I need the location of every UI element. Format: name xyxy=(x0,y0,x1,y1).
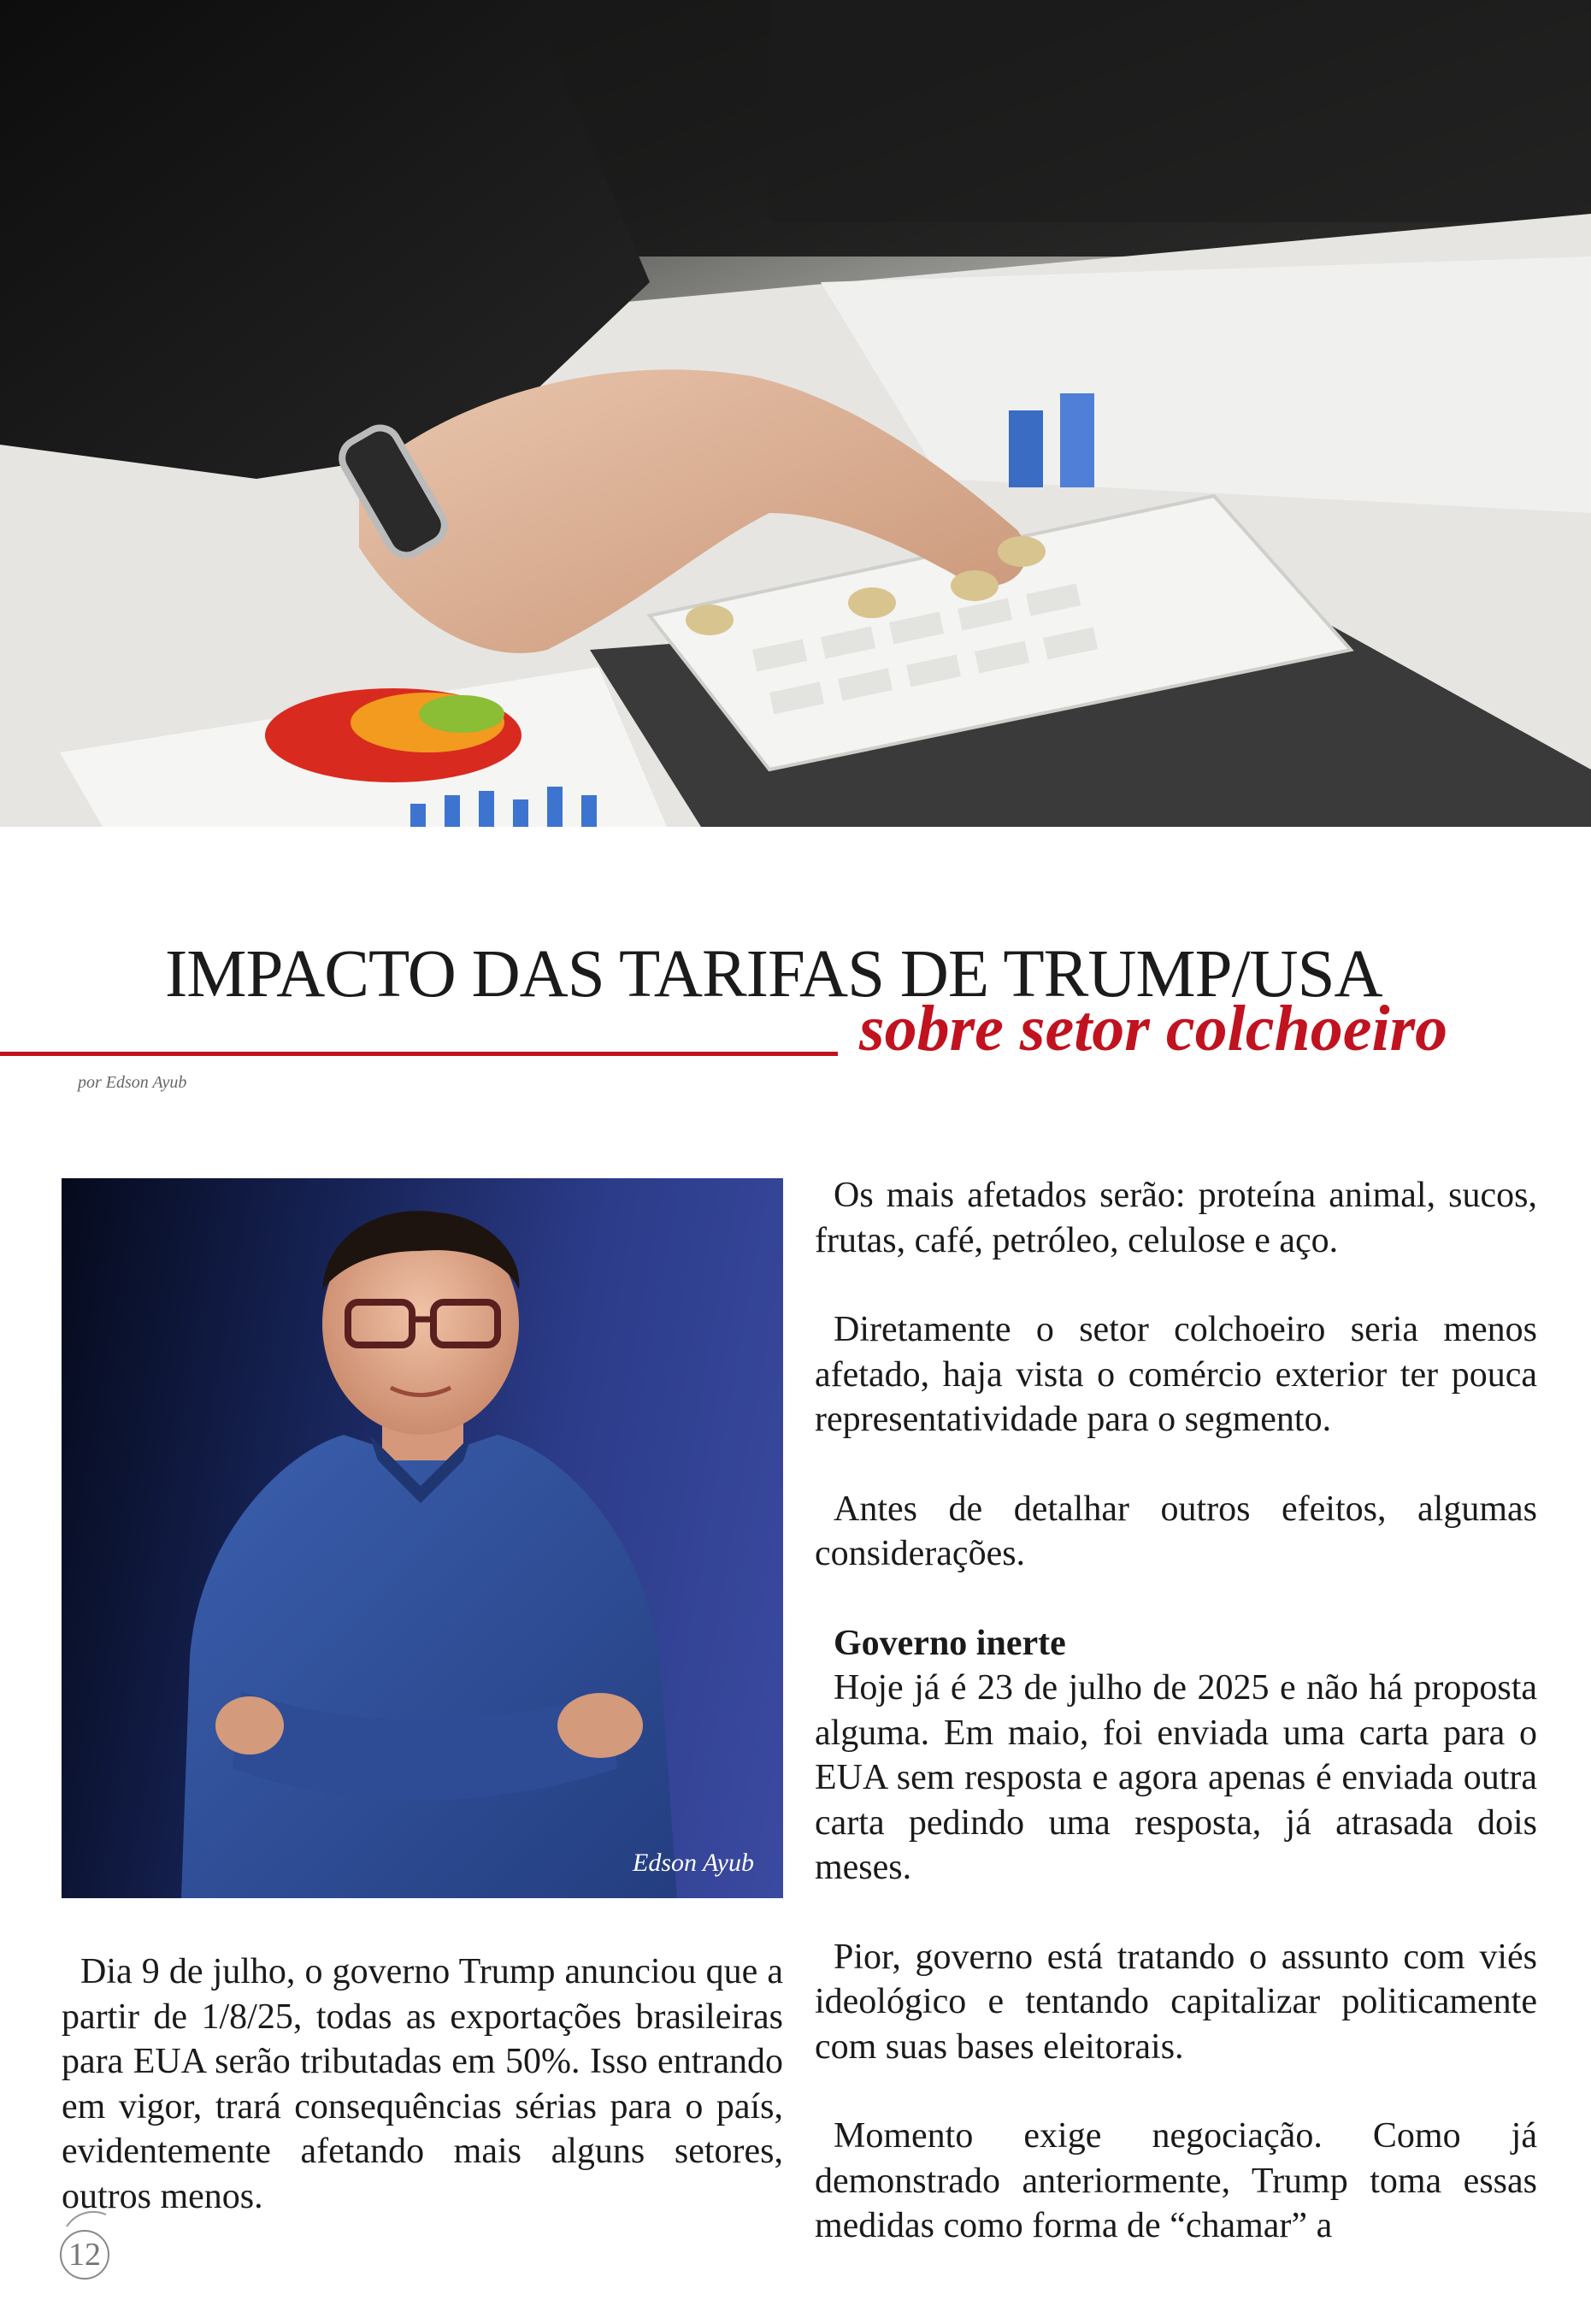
paragraph: Antes de detalhar outros efeitos, algumas considerações. xyxy=(815,1489,1537,1573)
article-subtitle: sobre setor colchoeiro xyxy=(859,993,1448,1065)
author-portrait xyxy=(62,1178,783,1898)
section-heading: Governo inerte xyxy=(834,1623,1066,1663)
left-column xyxy=(62,1949,783,2263)
paragraph: Hoje já é 23 de julho de 2025 e não há proposta alguma. Em maio, foi enviada uma carta para o EUA sem resposta e agora apenas é enviada outra carta pedindo uma resposta, já atrasada dois meses. xyxy=(815,1668,1537,1887)
title-divider xyxy=(0,1052,838,1056)
paragraph: Pior, governo está tratando o assunto com viés ideológico e tentando capitalizar politicamente com suas bases eleitorais. xyxy=(815,1937,1537,2067)
calculator-photo-icon xyxy=(0,0,1591,827)
right-column xyxy=(815,1173,1537,2293)
paragraph: Momento exige negociação. Como já demonstrado anteriormente, Trump toma essas medidas como forma de “chamar” a xyxy=(815,2116,1537,2245)
byline: por Edson Ayub xyxy=(78,1073,187,1092)
paragraph: Dia 9 de julho, o governo Trump anunciou que a partir de 1/8/25, todas as exportações brasileiras para EUA serão tributadas em 50%. Isso entrando em vigor, trará consequências sérias para o país, evidentemente afetando mais alguns setores, outros menos. xyxy=(62,1952,783,2216)
paragraph: Diretamente o setor colchoeiro seria menos afetado, haja vista o comércio exterior ter pouca representatividade para o segmento. xyxy=(815,1310,1537,1439)
page-ornament-icon xyxy=(60,2206,111,2232)
paragraph: Os mais afetados serão: proteína animal, sucos, frutas, café, petróleo, celulose e aço. xyxy=(815,1176,1537,1260)
hero-photo xyxy=(0,0,1591,827)
photo-caption: Edson Ayub xyxy=(633,1849,754,1877)
article-title: IMPACTO DAS TARIFAS DE TRUMP/USA xyxy=(165,937,1382,1012)
person-icon xyxy=(62,1178,783,1898)
page-number: 12 xyxy=(60,2230,109,2280)
